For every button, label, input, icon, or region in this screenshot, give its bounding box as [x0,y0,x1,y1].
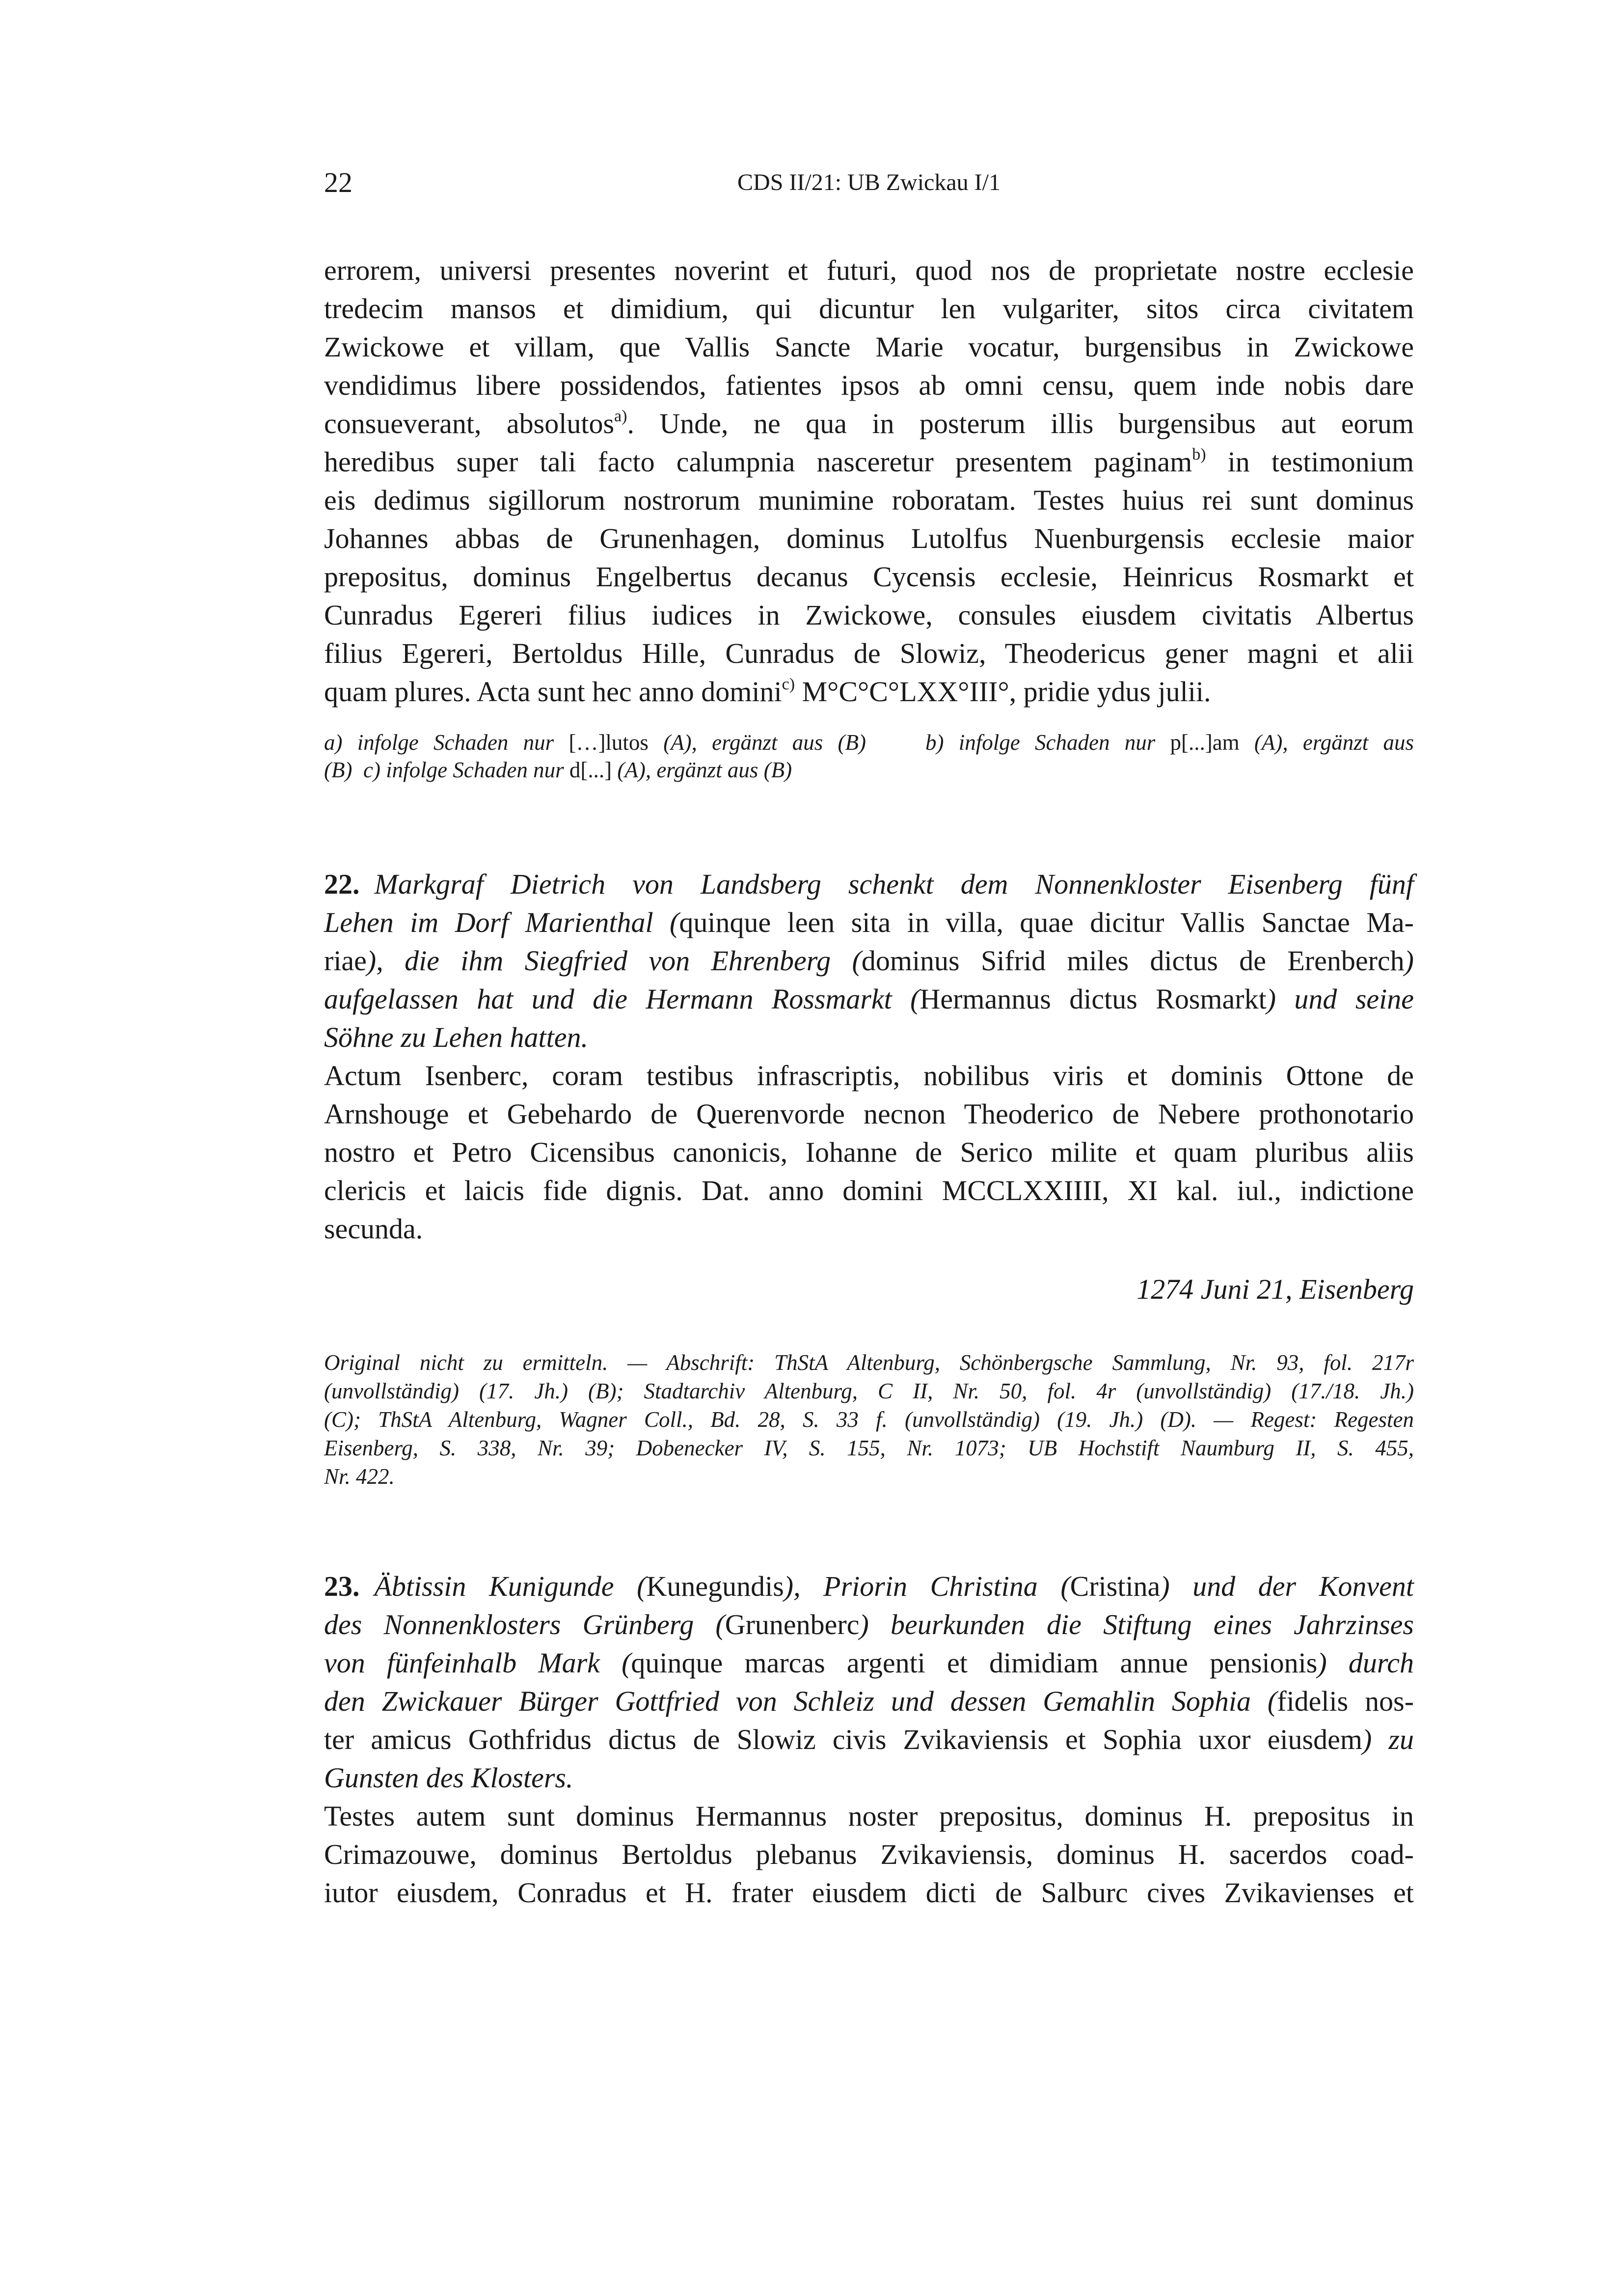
regest-line [324,1644,1414,1682]
latin-quote: quinque marcas argenti et dimidiam annue pensionis [631,1647,1318,1679]
text-line: filius Egereri, Bertoldus Hille, Cunradus de Slowiz, Theodericus gener magni et alii [324,637,1414,669]
text-segment: heredibus super tali facto calumpnia nasceretur presentem paginam [324,446,1192,478]
doc22-regest [324,865,1414,1057]
regest-text: ), Priorin Christina ( [784,1570,1070,1602]
footnote-b-note: (A), ergänzt aus [1239,730,1414,755]
regest-text: Markgraf Dietrich von Landsberg schenkt dem Nonnenkloster Eisenberg fünf [374,868,1414,900]
text-line: Arnshouge et Gebehardo de Querenvorde necnon Theoderico de Nebere prothonotario [324,1098,1414,1130]
text-line: nostro et Petro Cicensibus canonicis, Iohanne de Serico milite et quam pluribus aliis [324,1136,1414,1168]
text-segment: quam plures. Acta sunt hec anno domini [324,676,782,708]
text-line: Zwickowe et villam, que Vallis Sancte Marie vocatur, burgensibus in Zwickowe [324,331,1414,363]
text-line: clericis et laicis fide dignis. Dat. anno domini MCCLXXIIII, XI kal. iul., indictione [324,1175,1414,1206]
regest-text: ) [1404,945,1414,977]
text-line: secunda. [324,1213,423,1245]
regest-text: ) beurkunden die Stiftung eines Jahrzinses [859,1609,1414,1640]
doc22-dateline: 1274 Juni 21, Eisenberg [1136,1273,1414,1305]
footnote-c-label: c) infolge Schaden nur [363,758,569,782]
latin-quote: Hermannus dictus Rosmarkt [920,983,1267,1015]
regest-line [324,1018,1414,1057]
regest-text: den Zwickauer Bürger Gottfried von Schleiz und dessen Gemahlin Sophia ( [324,1685,1277,1717]
latin-quote: quinque leen sita in villa, quae dicitur Vallis Sanctae Ma- [679,906,1414,938]
latin-quote: riae [324,945,367,977]
regest-text: aufgelassen hat und die Hermann Rossmarkt ( [324,983,920,1015]
latin-quote: Grunenberc [725,1609,860,1640]
regest-text: Gunsten des Klosters. [324,1762,573,1794]
regest-text: ) durch [1317,1647,1414,1679]
footnote-marker: c) [782,675,795,693]
text-line: errorem, universi presentes noverint et futuri, quod nos de proprietate nostre ecclesie [324,254,1414,286]
regest-line [324,980,1414,1018]
latin-quote: Kunegundis [646,1570,784,1602]
regest-line [324,1606,1414,1644]
page-header [324,166,1414,205]
text-line: iutor eiusdem, Conradus et H. frater eiusdem dicti de Salburc cives Zvikavienses et [324,1877,1414,1909]
tradition-line: Nr. 422. [324,1464,395,1489]
text-line: Testes autem sunt dominus Hermannus noster prepositus, dominus H. prepositus in [324,1800,1414,1832]
text-line [324,405,1414,443]
latin-quote: fidelis nos- [1277,1685,1414,1717]
tradition-line: Original nicht zu ermitteln. — Abschrift: ThStA Altenburg, Schönbergsche Sammlung, Nr. 93, fol. 217r [324,1350,1414,1375]
footnote-line [324,729,1414,756]
footnote-b-note-cont: (B) [324,758,352,782]
regest-text: ), die ihm Siegfried von Ehrenberg ( [366,945,862,977]
text-line: eis dedimus sigillorum nostrorum munimine roboratam. Testes huius rei sunt dominus [324,484,1414,516]
regest-line [324,1682,1414,1721]
text-line: tredecim mansos et dimidium, qui dicuntur len vulgariter, sitos circa civitatem [324,293,1414,325]
text-line: Actum Isenberc, coram testibus infrascriptis, nobilibus viris et dominis Ottone de [324,1060,1414,1092]
doc23-regest [324,1567,1414,1797]
text-line [324,673,1414,711]
footnote-b-reading: p[...]am [1170,730,1240,755]
regest-line [324,1721,1414,1759]
doc22-tradition [324,1348,1414,1491]
text-line: vendidimus libere possidendos, fatientes ipsos ab omni censu, quem inde nobis dare [324,369,1414,401]
footnote-c-note: (A), ergänzt aus (B) [612,758,792,782]
footnote-a-note: (A), ergänzt aus (B) [648,730,866,755]
regest-text: Äbtissin Kunigunde ( [374,1570,647,1602]
latin-quote: Cristina [1070,1570,1161,1602]
latin-quote: dominus Sifrid miles dictus de Erenberch [861,945,1405,977]
text-line [324,443,1414,481]
footnote-line [324,756,1414,784]
text-line: Cunradus Egereri filius iudices in Zwickowe, consules eiusdem civitatis Albertus [324,599,1414,631]
footnote-a-reading: […]lutos [568,730,649,755]
regest-line [324,865,1414,903]
text-segment: consueverant, absolutos [324,408,615,439]
footnote-a-label: a) infolge Schaden nur [324,730,569,755]
page-number: 22 [324,166,352,198]
regest-text: ) und seine [1266,983,1414,1015]
regest-line [324,903,1414,942]
text-segment: in testimonium [1206,446,1414,478]
regest-line [324,1759,1414,1797]
regest-text: Lehen im Dorf Marienthal ( [324,906,679,938]
footnote-c-reading: d[...] [569,758,612,782]
document-number: 22. [324,868,360,900]
text-segment: M°C°C°LXX°III°, pridie ydus julii. [795,676,1211,708]
regest-text: des Nonnenklosters Grünberg ( [324,1609,725,1640]
footnote-marker: a) [614,407,627,425]
tradition-line: (unvollständig) (17. Jh.) (B); Stadtarchiv Altenburg, C II, Nr. 50, fol. 4r (unvollständig) (17./18. Jh.) [324,1379,1414,1403]
text-line: Crimazouwe, dominus Bertoldus plebanus Zvikaviensis, dominus H. sacerdos coad- [324,1838,1414,1870]
doc21-footnotes [324,729,1414,784]
text-segment: . Unde, ne qua in posterum illis burgensibus aut eorum [627,408,1414,439]
text-line: Johannes abbas de Grunenhagen, dominus Lutolfus Nuenburgensis ecclesie maior [324,522,1414,554]
doc21-text [324,251,1414,711]
regest-line [324,1567,1414,1606]
doc23-text [324,1797,1414,1912]
document-number: 23. [324,1570,360,1602]
footnote-marker: b) [1192,445,1206,464]
doc22-text [324,1057,1414,1248]
regest-text: ) zu [1362,1723,1414,1755]
tradition-line: (C); ThStA Altenburg, Wagner Coll., Bd. 28, S. 33 f. (unvollständig) (19. Jh.) (D). — Regest: Regesten [324,1407,1414,1432]
regest-text: Söhne zu Lehen hatten. [324,1021,589,1053]
regest-text: ) und der Konvent [1160,1570,1414,1602]
running-title: CDS II/21: UB Zwickau I/1 [737,169,1001,195]
regest-text: von fünfeinhalb Mark ( [324,1647,631,1679]
tradition-line: Eisenberg, S. 338, Nr. 39; Dobenecker IV, S. 155, Nr. 1073; UB Hochstift Naumburg II, S. 455, [324,1436,1414,1460]
footnote-b-label: b) infolge Schaden nur [925,730,1170,755]
regest-line [324,942,1414,980]
latin-quote: ter amicus Gothfridus dictus de Slowiz civis Zvikaviensis et Sophia uxor eiusdem [324,1723,1362,1755]
text-line: prepositus, dominus Engelbertus decanus Cycensis ecclesie, Heinricus Rosmarkt et [324,561,1414,593]
